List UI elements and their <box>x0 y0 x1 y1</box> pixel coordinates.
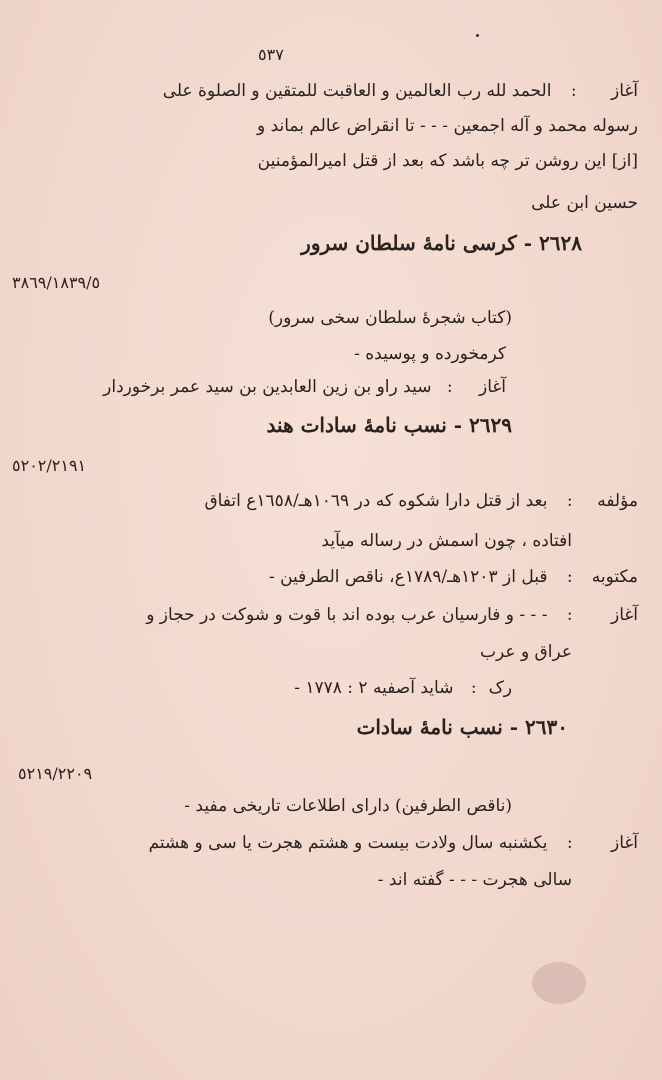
entry-line-4: حسین ابن علی <box>531 193 638 213</box>
line-text: بعد از قتل دارا شکوه که در ١٠٦٩هـ/١٦٥٨ع اتفاق <box>204 491 548 511</box>
label-maktube: مکتوبه <box>591 567 638 587</box>
label-colon: : <box>470 678 477 698</box>
entry-line-14: (ناقص الطرفین) دارای اطلاعات تاریخی مفید - <box>184 796 512 816</box>
line-text: قبل از ١٢٠٣هـ/١٧٨٩ع، ناقص الطرفین - <box>268 567 548 587</box>
label-colon: : <box>566 567 573 587</box>
label-aghaz: آغاز <box>610 833 638 853</box>
entry-line-13 <box>294 677 512 699</box>
line-text: سید راو بن زین العابدین بن سید عمر برخوردار <box>103 377 432 397</box>
entry-heading-2628: ٢٦٢٨ - کرسی نامهٔ سلطان سرور <box>301 231 582 255</box>
label-colon: : <box>566 605 573 625</box>
entry-line-11 <box>146 604 638 626</box>
entry-line-5: (کتاب شجرهٔ سلطان سخی سرور) <box>268 308 512 328</box>
label-colon: : <box>566 491 573 511</box>
entry-line-16: سالی هجرت - - - گفته اند - <box>377 870 572 890</box>
entry-line-6: کرمخورده و پوسیده - <box>354 344 506 364</box>
label-aghaz: آغاز <box>478 377 506 397</box>
page-number: ٥٣٧ <box>258 45 284 64</box>
entry-line-12: عراق و عرب <box>480 642 572 662</box>
label-rak: رک <box>488 678 512 698</box>
entry-line-10 <box>269 566 638 588</box>
label-colon: : <box>566 833 573 853</box>
entry-line-2: رسوله محمد و آله اجمعین - - - تا انقراض عالم بماند و <box>256 116 638 136</box>
label-colon: : <box>446 377 453 397</box>
entry-line-9: افتاده ، چون اسمش در رساله میآید <box>321 531 572 551</box>
ref-number-2: ٥٢٠٢/٢١٩١ <box>12 456 87 475</box>
label-colon: : <box>570 81 577 101</box>
line-text: الحمد لله رب العالمین و العاقبت للمتقین و الصلوة علی <box>162 81 552 101</box>
paper-stain <box>532 962 586 1004</box>
ref-number-1: ٣٨٦٩/١٨٣٩/٥ <box>12 273 101 292</box>
entry-line-7 <box>103 376 506 398</box>
entry-line-8 <box>204 490 638 512</box>
line-text: - - - و فارسیان عرب بوده اند با قوت و شوکت در حجاز و <box>146 605 548 625</box>
entry-heading-2629: ٢٦٢٩ - نسب نامهٔ سادات هند <box>266 413 512 437</box>
ink-dot <box>476 34 479 37</box>
label-aghaz: آغاز <box>610 605 638 625</box>
entry-heading-2630: ٢٦٣٠ - نسب نامهٔ سادات <box>356 715 568 739</box>
ref-number-3: ٥٢١٩/٢٢٠٩ <box>18 764 93 783</box>
line-text: یکشنبه سال ولادت بیست و هشتم هجرت یا سی و هشتم <box>148 833 548 853</box>
entry-line-3: [از] این روشن تر چه باشد که بعد از قتل امیرالمؤمنین <box>257 151 638 171</box>
line-text: شاید آصفیه ٢ : ١٧٧٨ - <box>294 678 454 698</box>
label-moallefe: مؤلفه <box>597 491 638 511</box>
entry-line-15 <box>149 832 638 854</box>
label-aghaz: آغاز <box>610 81 638 101</box>
entry-line-1 <box>163 80 638 102</box>
